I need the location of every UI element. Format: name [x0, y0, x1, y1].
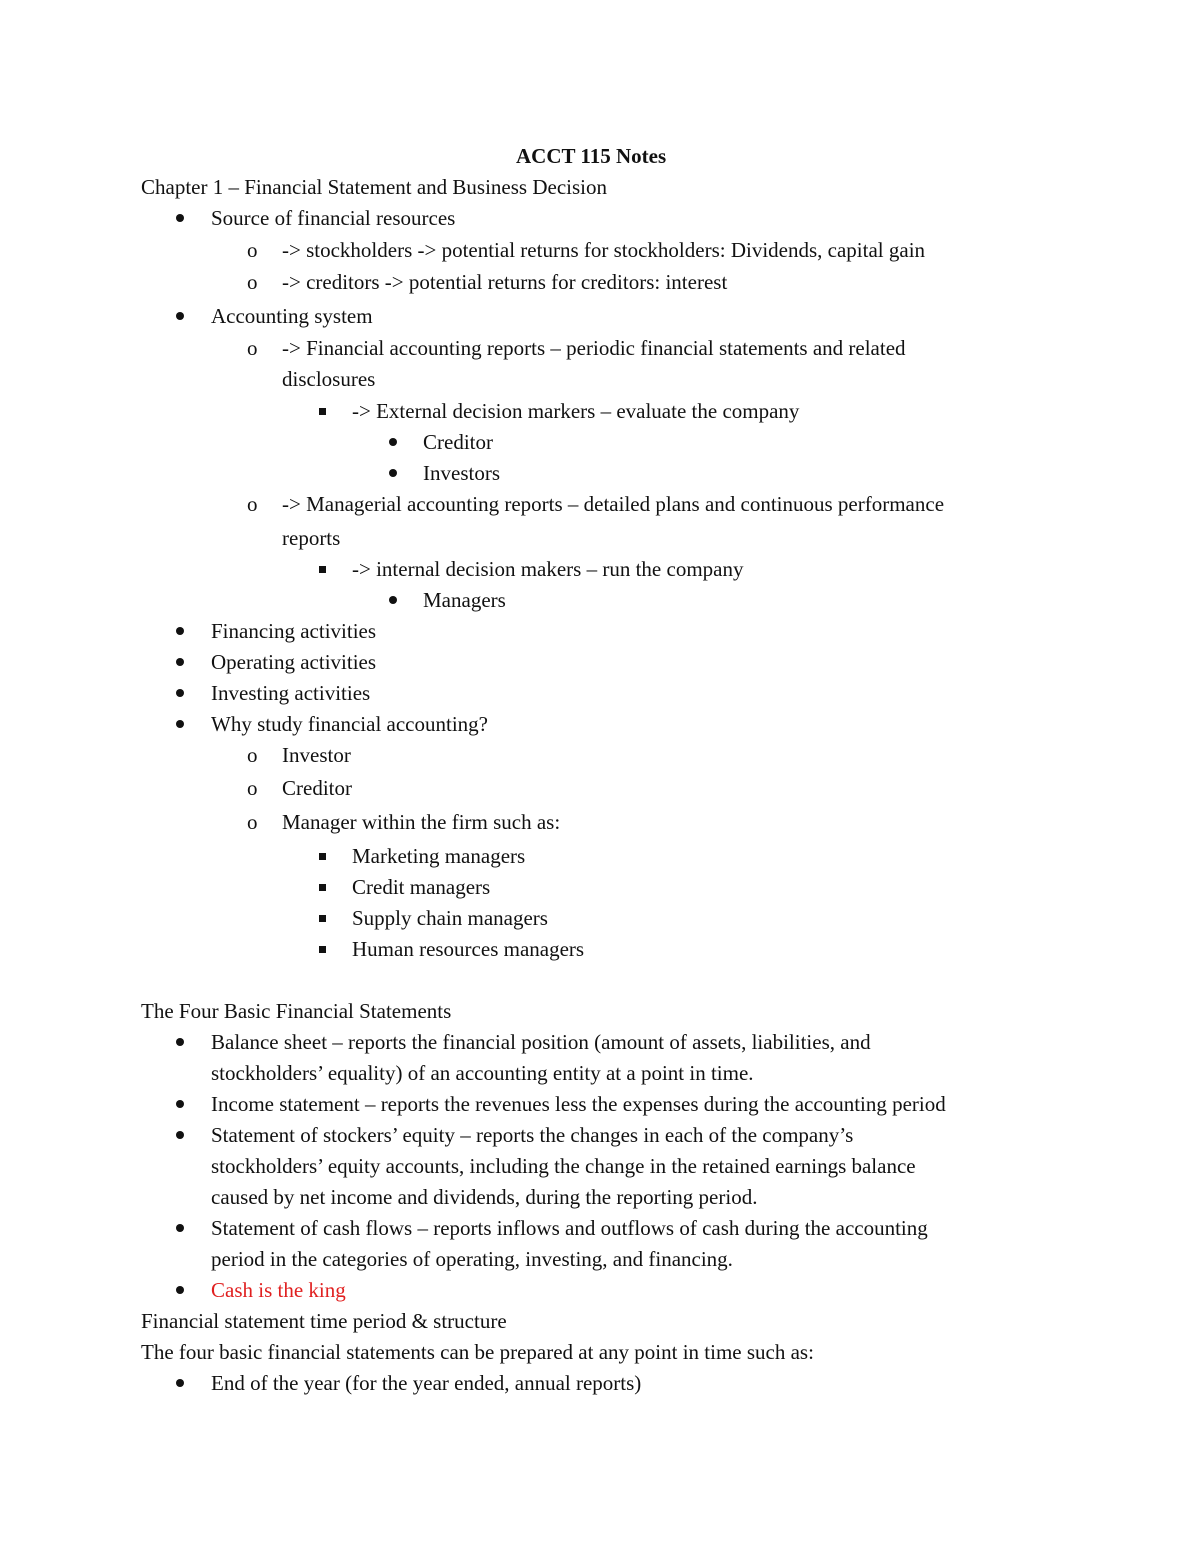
bullet-icon	[386, 429, 400, 455]
list-item: Marketing managers	[352, 844, 526, 868]
bullet-icon	[173, 1215, 187, 1241]
list-item: Investing activities	[211, 681, 371, 705]
list-item: Why study financial accounting?	[211, 712, 488, 736]
list-item: Investors	[423, 461, 500, 485]
square-bullet-icon	[317, 843, 329, 869]
bullet-icon	[173, 1122, 187, 1148]
list-item: Accounting system	[211, 304, 373, 328]
section-heading: The Four Basic Financial Statements	[141, 999, 452, 1023]
bullet-icon	[173, 649, 187, 675]
list-item: Human resources managers	[352, 937, 585, 961]
list-item: Income statement – reports the revenues less the expenses during the accounting period	[211, 1092, 946, 1116]
square-bullet-icon	[317, 874, 329, 900]
page-title: ACCT 115 Notes	[516, 144, 667, 168]
list-item: Creditor	[282, 776, 352, 800]
list-item: -> stockholders -> potential returns for stockholders: Dividends, capital gain	[282, 238, 926, 262]
list-item-continuation: stockholders’ equity accounts, including the change in the retained earnings balance	[211, 1154, 916, 1178]
square-bullet-icon	[317, 936, 329, 962]
list-item: Supply chain managers	[352, 906, 548, 930]
circle-bullet-icon: o	[247, 238, 258, 262]
circle-bullet-icon: o	[247, 270, 258, 294]
list-item: Source of financial resources	[211, 206, 456, 230]
list-item: -> internal decision makers – run the company	[352, 557, 744, 581]
list-item: -> creditors -> potential returns for creditors: interest	[282, 270, 728, 294]
bullet-icon	[173, 680, 187, 706]
circle-bullet-icon: o	[247, 776, 258, 800]
list-item-continuation: caused by net income and dividends, during the reporting period.	[211, 1185, 758, 1209]
bullet-icon	[173, 618, 187, 644]
bullet-icon	[173, 303, 187, 329]
list-item: -> Managerial accounting reports – detailed plans and continuous performance	[282, 492, 945, 516]
list-item: Credit managers	[352, 875, 491, 899]
list-item: Investor	[282, 743, 351, 767]
circle-bullet-icon: o	[247, 810, 258, 834]
chapter-heading: Chapter 1 – Financial Statement and Business Decision	[141, 175, 607, 199]
list-item: Operating activities	[211, 650, 377, 674]
list-item: End of the year (for the year ended, annual reports)	[211, 1371, 642, 1395]
circle-bullet-icon: o	[247, 336, 258, 360]
circle-bullet-icon: o	[247, 743, 258, 767]
circle-bullet-icon: o	[247, 492, 258, 516]
bullet-icon	[173, 205, 187, 231]
list-item: -> External decision markers – evaluate the company	[352, 399, 800, 423]
list-item: Balance sheet – reports the financial position (amount of assets, liabilities, and	[211, 1030, 871, 1054]
section-heading: Financial statement time period & structure	[141, 1309, 507, 1333]
list-item-continuation: reports	[282, 526, 341, 550]
list-item: Statement of cash flows – reports inflows and outflows of cash during the accounting	[211, 1216, 928, 1240]
list-item: Financing activities	[211, 619, 377, 643]
list-item: Managers	[423, 588, 506, 612]
list-item-continuation: period in the categories of operating, investing, and financing.	[211, 1247, 733, 1271]
bullet-icon	[173, 1029, 187, 1055]
bullet-icon	[173, 1277, 187, 1303]
list-item: Manager within the firm such as:	[282, 810, 561, 834]
highlight-item: Cash is the king	[211, 1278, 346, 1302]
bullet-icon	[173, 711, 187, 737]
list-item: -> Financial accounting reports – periodic financial statements and related	[282, 336, 906, 360]
list-item-continuation: disclosures	[282, 367, 376, 391]
list-item: Creditor	[423, 430, 493, 454]
paragraph: The four basic financial statements can be prepared at any point in time such as:	[141, 1340, 814, 1364]
list-item: Statement of stockers’ equity – reports the changes in each of the company’s	[211, 1123, 854, 1147]
bullet-icon	[173, 1091, 187, 1117]
square-bullet-icon	[317, 398, 329, 424]
bullet-icon	[386, 587, 400, 613]
square-bullet-icon	[317, 556, 329, 582]
square-bullet-icon	[317, 905, 329, 931]
bullet-icon	[386, 460, 400, 486]
list-item-continuation: stockholders’ equality) of an accounting entity at a point in time.	[211, 1061, 754, 1085]
bullet-icon	[173, 1370, 187, 1396]
